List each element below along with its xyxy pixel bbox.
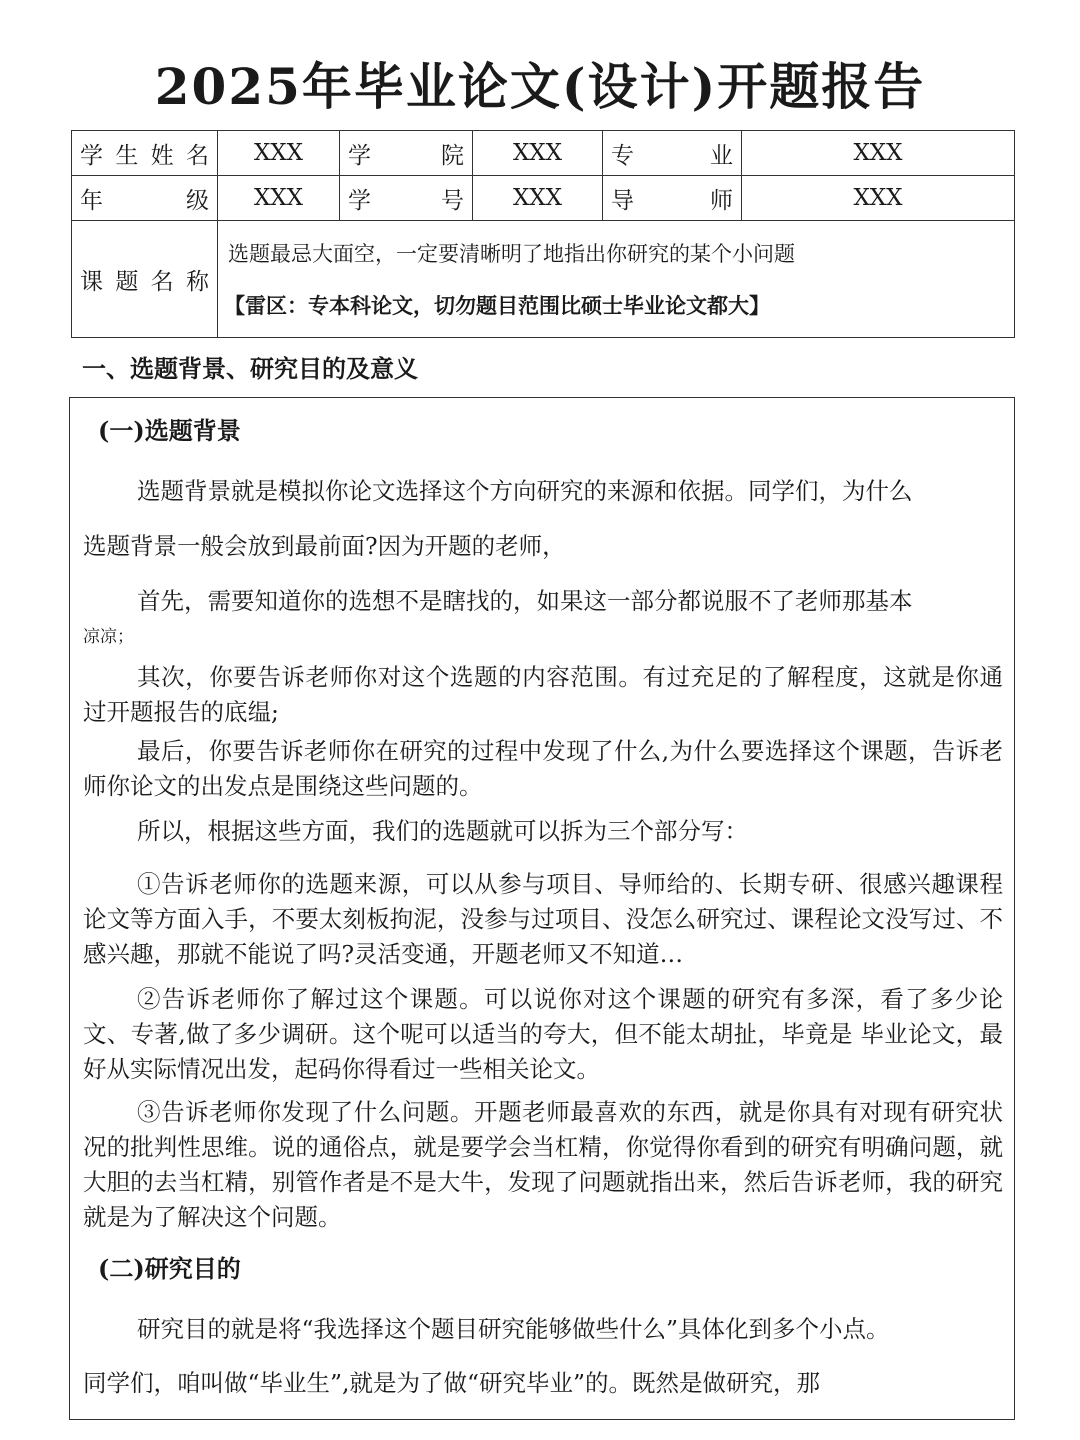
page-title: 2025年毕业论文(设计)开题报告: [154, 57, 926, 116]
advisor-value: XXX: [742, 176, 1015, 221]
student-name-value: XXX: [218, 131, 340, 176]
college-label: 学 院: [340, 131, 473, 176]
paragraph: 选题背景就是模拟你论文选择这个方向研究的来源和依据。同学们，为什么: [137, 477, 913, 505]
topic-hint: 选题最忌大面空，一定要清晰明了地指出你研究的某个小问题: [228, 242, 795, 266]
paragraph: 其次，你要告诉老师你对这个选题的内容范围。有过充足的了解程度，这就是你通过开题报告的底缊;: [83, 663, 1003, 726]
paragraph: 同学们，咱叫做“毕业生”,就是为了做“研究毕业”的。既然是做研究，那: [83, 1369, 821, 1397]
student-id-value: XXX: [473, 176, 603, 221]
section-heading: 一、选题背景、研究目的及意义: [82, 354, 418, 383]
paragraph: ②告诉老师你了解过这个课题。可以说你对这个课题的研究有多深，看了多少论文、专著,做了多少调研。这个呢可以适当的夸大，但不能太胡扯，毕竟是 毕业论文，最好从实际情况出发，起码你得看过一些相关论文。: [83, 985, 1003, 1083]
advisor-label: 导 师: [603, 176, 742, 221]
paragraph: 首先，需要知道你的选想不是瞎找的，如果这一部分都说服不了老师那基本: [137, 587, 913, 615]
paragraph: ①告诉老师你的选题来源，可以从参与项目、导师给的、长期专研、很感兴趣课程论文等方面入手，不要太刻板拘泥，没参与过项目、没怎么研究过、课程论文没写过、不感兴趣，那就不能说了吗?灵活变通，开题老师又不知道…: [83, 870, 1003, 968]
topic-value: [218, 221, 1015, 338]
topic-warning: 【雷区：专本科论文，切勿题目范围比硕士毕业论文都大】: [224, 293, 770, 318]
student-name-label: 学 生 姓 名: [72, 131, 218, 176]
info-table: [71, 130, 1015, 338]
subheading-purpose: (二)研究目的: [98, 1254, 241, 1283]
paragraph: 选题背景一般会放到最前面?因为开题的老师，: [83, 532, 566, 560]
paragraph: 所以，根据这些方面，我们的选题就可以拆为三个部分写：: [137, 817, 748, 845]
student-id-label: 学 号: [340, 176, 473, 221]
paragraph: 最后，你要告诉老师你在研究的过程中发现了什么,为什么要选择这个课题，告诉老师你论文的出发点是围绕这些问题的。: [83, 737, 1003, 800]
paragraph: 凉凉；: [83, 627, 134, 647]
paragraph: 研究目的就是将“我选择这个题目研究能够做些什么”具体化到多个小点。: [137, 1315, 890, 1343]
major-value: XXX: [742, 131, 1015, 176]
content-box: [69, 397, 1015, 1420]
subheading-background: (一)选题背景: [98, 416, 241, 445]
grade-value: XXX: [218, 176, 340, 221]
grade-label: 年 级: [72, 176, 218, 221]
paragraph: ③告诉老师你发现了什么问题。开题老师最喜欢的东西，就是你具有对现有研究状况的批判性思维。说的通俗点，就是要学会当杠精，你觉得你看到的研究有明确问题，就大胆的去当杠精，别管作者是不是大牛，发现了问题就指出来，然后告诉老师，我的研究就是为了解决这个问题。: [83, 1098, 1003, 1231]
topic-label: 课 题 名 称: [72, 221, 218, 338]
major-label: 专 业: [603, 131, 742, 176]
college-value: XXX: [473, 131, 603, 176]
